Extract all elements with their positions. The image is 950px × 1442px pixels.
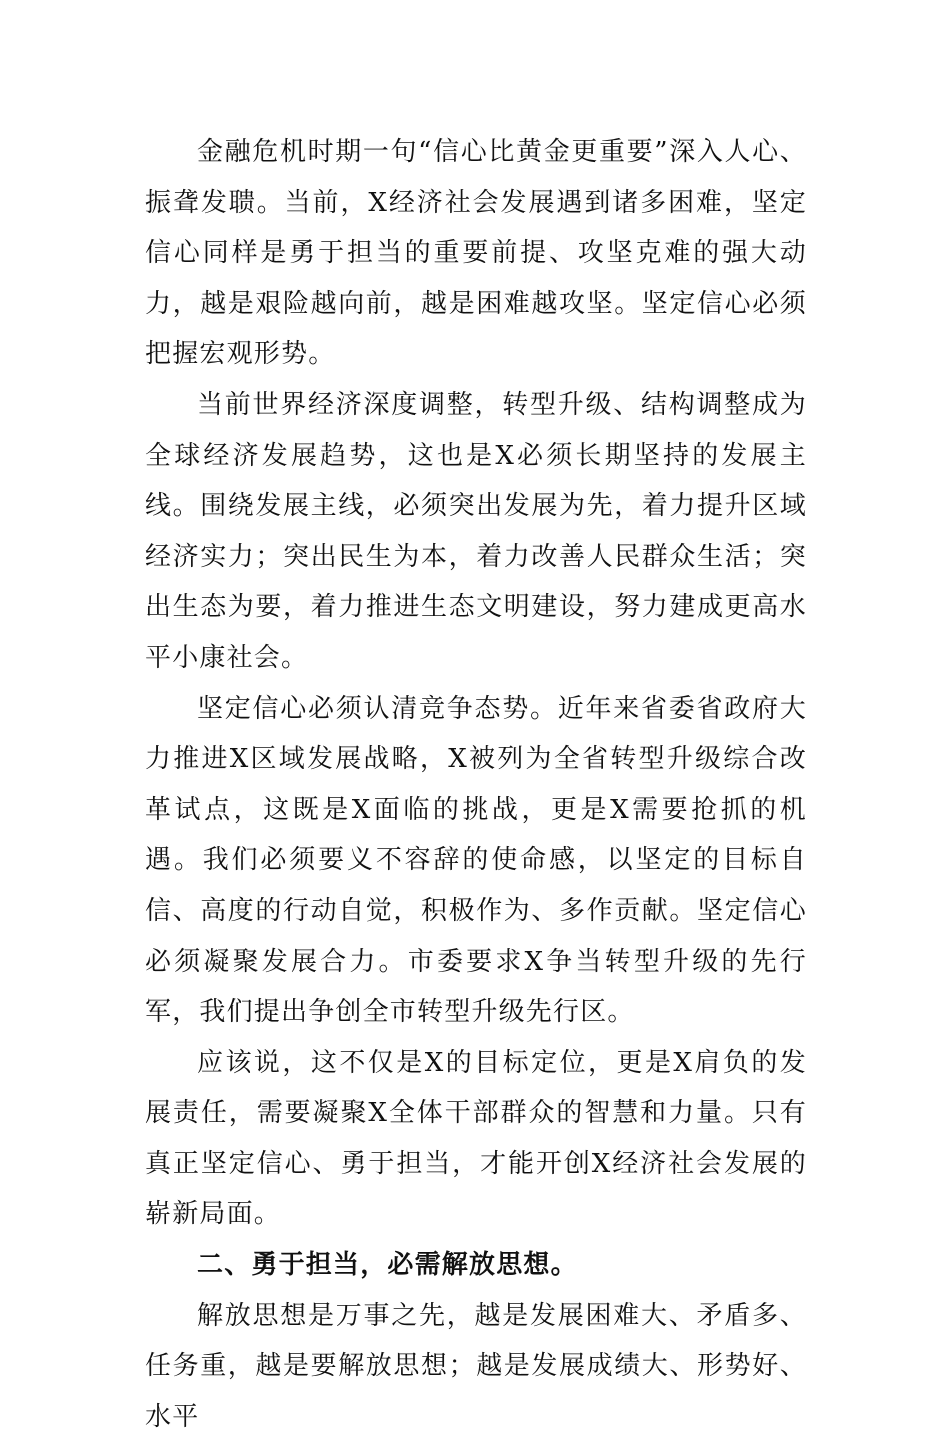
paragraph-competition: 坚定信心必须认清竞争态势。近年来省委省政府大力推进X区域发展战略，X被列为全省转型升级综合改革试点，这既是X面临的挑战，更是X需要抢抓的机遇。我们必须要义不容辞的使命感，以坚定的目标自信、高度的行动自觉，积极作为、多作贡献。坚定信心必须凝聚发展合力。市委要求X争当转型升级的先行军，我们提出争创全市转型升级先行区。 xyxy=(145,693,807,1028)
document-body xyxy=(145,127,807,1442)
paragraph-confidence: 金融危机时期一句“信心比黄金更重要”深入人心、振聋发聩。当前，X经济社会发展遇到诸多困难，坚定信心同样是勇于担当的重要前提、攻坚克难的强大动力，越是艰险越向前，越是困难越攻坚。坚定信心必须把握宏观形势。 xyxy=(145,137,807,370)
paragraph-goal: 应该说，这不仅是X的目标定位，更是X肩负的发展责任，需要凝聚X全体干部群众的智慧和力量。只有真正坚定信心、勇于担当，才能开创X经济社会发展的崭新局面。 xyxy=(145,1047,807,1230)
paragraph-world-economy: 当前世界经济深度调整，转型升级、结构调整成为全球经济发展趋势，这也是X必须长期坚持的发展主线。围绕发展主线，必须突出发展为先，着力提升区域经济实力；突出民生为本，着力改善人民群众生活；突出生态为要，着力推进生态文明建设，努力建成更高水平小康社会。 xyxy=(145,389,807,673)
paragraph-emancipate-mind: 解放思想是万事之先，越是发展困难大、矛盾多、任务重，越是要解放思想；越是发展成绩大、形势好、水平 xyxy=(145,1300,807,1432)
section-heading: 二、勇于担当，必需解放思想。 xyxy=(197,1250,578,1281)
